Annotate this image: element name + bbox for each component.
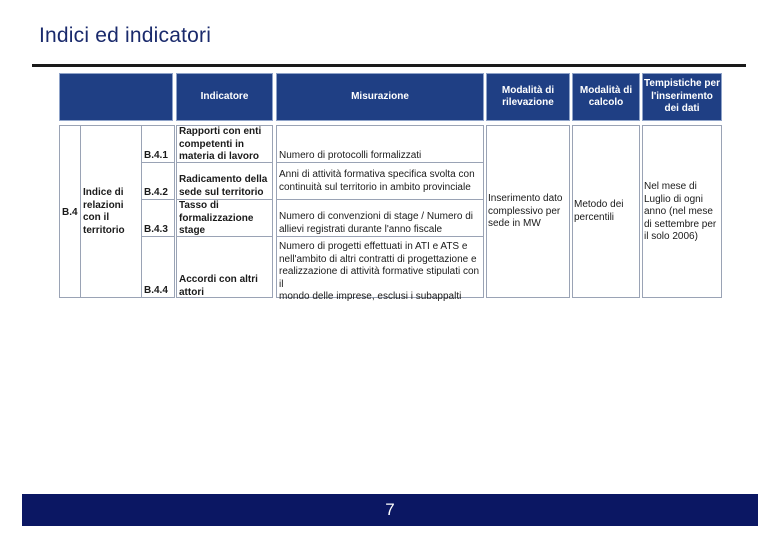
row-code: B.4.3 bbox=[144, 224, 168, 235]
row-measurement: Numero di protocolli formalizzati bbox=[279, 150, 422, 161]
tempistiche-cell bbox=[642, 125, 722, 298]
measurement-cell-3 bbox=[276, 199, 484, 237]
header-indicatore bbox=[176, 73, 273, 121]
calcolo-cell bbox=[572, 125, 640, 298]
indicator-cell-3 bbox=[176, 199, 273, 237]
header-left-blank bbox=[59, 73, 173, 121]
row-measurement: Anni di attività formativa specifica svolta con continuità sul territorio in ambito provinciale bbox=[279, 169, 475, 193]
code-cell-2 bbox=[141, 162, 175, 200]
group-label-cell bbox=[80, 125, 142, 298]
row-measurement: Numero di progetti effettuati in ATI e ATS e nell'ambito di altri contratti di progettazione e realizzazione di attività formative stipulati con il mondo delle imprese, esclusi i subappalti bbox=[279, 241, 480, 302]
measurement-cell-2 bbox=[276, 162, 484, 200]
row-code: B.4.1 bbox=[144, 150, 168, 161]
shared-tempistiche: Nel mese di Luglio di ogni anno (nel mese di settembre per il solo 2006) bbox=[644, 181, 717, 242]
row-measurement: Numero di convenzioni di stage / Numero di allievi registrati durante l'anno fiscale bbox=[279, 211, 473, 235]
header-modalita-rilevazione-label: Modalità di rilevazione bbox=[501, 84, 555, 108]
indicator-cell-1 bbox=[176, 125, 273, 163]
row-code: B.4.4 bbox=[144, 285, 168, 296]
header-tempistiche-label: Tempistiche per l'inserimento dei dati bbox=[644, 78, 720, 115]
row-code: B.4.2 bbox=[144, 187, 168, 198]
shared-calcolo: Metodo dei percentili bbox=[574, 199, 624, 223]
header-modalita-calcolo bbox=[572, 73, 640, 121]
code-cell-3 bbox=[141, 199, 175, 237]
shared-rilevazione: Inserimento dato complessivo per sede in MW bbox=[488, 193, 563, 229]
group-cell bbox=[59, 125, 81, 298]
row-indicator: Rapporti con enti competenti in materia di lavoro bbox=[179, 126, 262, 162]
header-modalita-rilevazione bbox=[486, 73, 570, 121]
header-misurazione bbox=[276, 73, 484, 121]
footer-bar bbox=[22, 494, 758, 526]
code-cell-4 bbox=[141, 236, 175, 298]
code-cell-1 bbox=[141, 125, 175, 163]
row-indicator: Tasso di formalizzazione stage bbox=[179, 200, 254, 236]
group-label: Indice di relazioni con il territorio bbox=[83, 187, 125, 236]
header-indicatore-label: Indicatore bbox=[200, 90, 249, 102]
measurement-cell-4 bbox=[276, 236, 484, 302]
header-misurazione-label: Misurazione bbox=[351, 90, 409, 102]
indicator-cell-2 bbox=[176, 162, 273, 200]
rilevazione-cell bbox=[486, 125, 570, 298]
row-indicator: Accordi con altri attori bbox=[179, 274, 258, 298]
header-tempistiche bbox=[642, 73, 722, 121]
indicator-cell-4 bbox=[176, 236, 273, 298]
title-divider bbox=[32, 64, 746, 67]
row-indicator: Radicamento della sede sul territorio bbox=[179, 174, 268, 198]
slide-title: Indici ed indicatori bbox=[39, 24, 212, 47]
page-number: 7 bbox=[385, 500, 395, 519]
measurement-cell-1 bbox=[276, 125, 484, 163]
group-code: B.4 bbox=[62, 207, 78, 218]
header-modalita-calcolo-label: Modalità di calcolo bbox=[579, 84, 633, 108]
